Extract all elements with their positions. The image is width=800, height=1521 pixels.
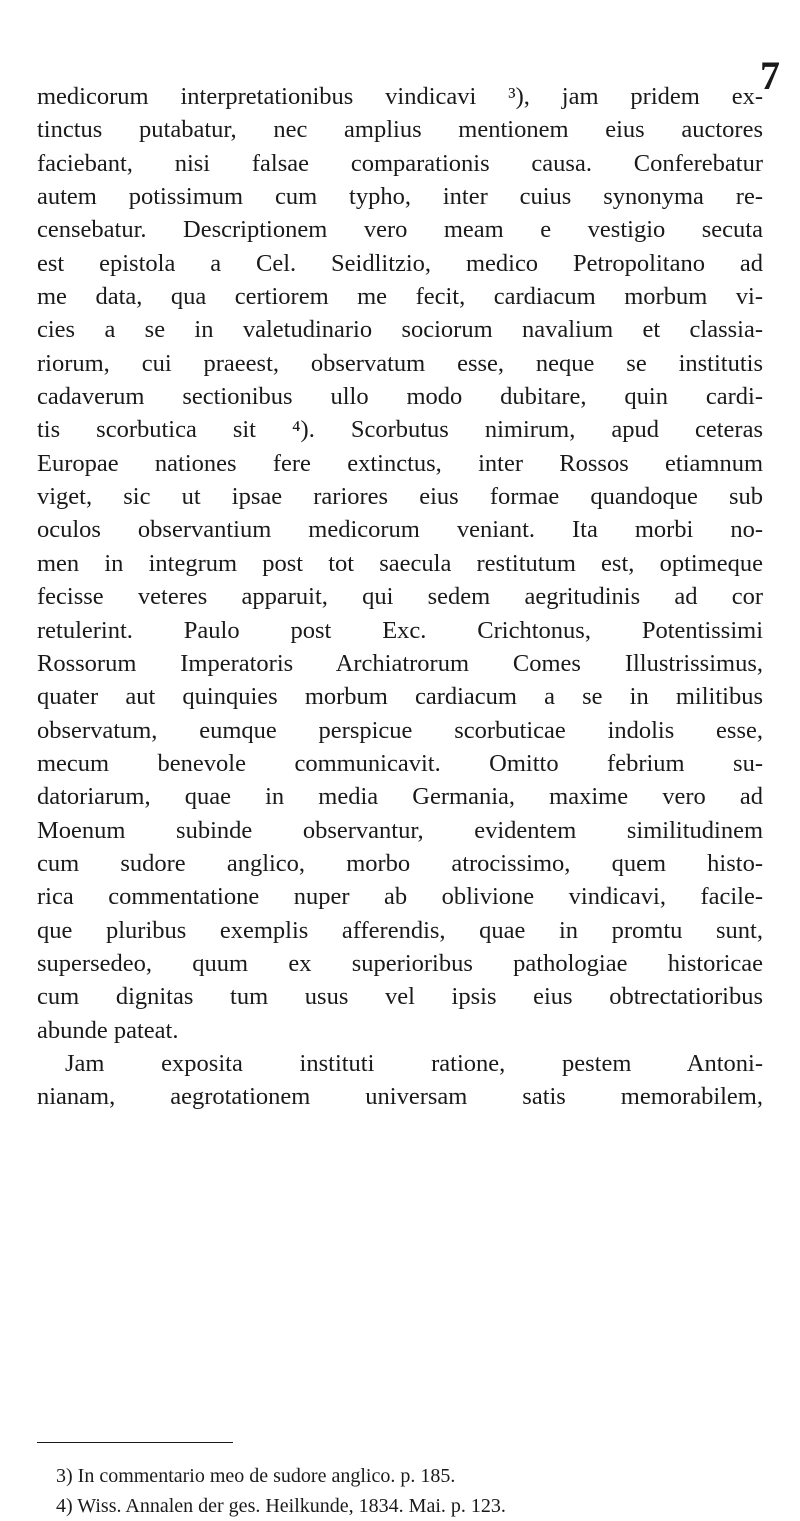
text-line: nianam, aegrotationem universam satis memorabilem,	[37, 1083, 763, 1111]
text-line: mecum benevole communicavit. Omitto febrium su-	[37, 749, 763, 777]
text-line: Europae nationes fere extinctus, inter Rossos etiamnum	[37, 449, 763, 477]
text-line: observatum, eumque perspicue scorbuticae indolis esse,	[37, 716, 763, 744]
footnote: 4) Wiss. Annalen der ges. Heilkunde, 1834. Mai. p. 123.	[56, 1495, 506, 1517]
text-line: me data, qua certiorem me fecit, cardiacum morbum vi-	[37, 283, 763, 311]
text-line: autem potissimum cum typho, inter cuius synonyma re-	[37, 183, 763, 211]
text-line: quater aut quinquies morbum cardiacum a se in militibus	[37, 683, 763, 711]
text-line: retulerint. Paulo post Exc. Crichtonus, Potentissimi	[37, 616, 763, 644]
text-line: datoriarum, quae in media Germania, maxime vero ad	[37, 783, 763, 811]
text-line: Jam exposita instituti ratione, pestem Antoni-	[65, 1049, 763, 1077]
text-line: rica commentatione nuper ab oblivione vindicavi, facile-	[37, 883, 763, 911]
text-line: censebatur. Descriptionem vero meam e vestigio secuta	[37, 216, 763, 244]
text-line: medicorum interpretationibus vindicavi ³), jam pridem ex-	[37, 83, 763, 110]
footnotes	[56, 1461, 756, 1521]
text-line: Moenum subinde observantur, evidentem similitudinem	[37, 816, 763, 844]
text-line: Rossorum Imperatoris Archiatrorum Comes Illustrissimus,	[37, 649, 763, 677]
text-line: cum sudore anglico, morbo atrocissimo, quem histo-	[37, 849, 763, 877]
text-line: supersedeo, quum ex superioribus pathologiae historicae	[37, 949, 763, 977]
body-text	[37, 80, 763, 1114]
footnote-divider	[37, 1442, 233, 1443]
text-line: est epistola a Cel. Seidlitzio, medico Petropolitano ad	[37, 249, 763, 277]
text-line: tis scorbutica sit ⁴). Scorbutus nimirum, apud ceteras	[37, 416, 763, 444]
text-line: tinctus putabatur, nec amplius mentionem eius auctores	[37, 116, 763, 144]
text-line: riorum, cui praeest, observatum esse, neque se institutis	[37, 349, 763, 377]
text-line: cies a se in valetudinario sociorum navalium et classia-	[37, 316, 763, 344]
text-line: faciebant, nisi falsae comparationis causa. Conferebatur	[37, 149, 763, 177]
text-line: cum dignitas tum usus vel ipsis eius obtrectatioribus	[37, 983, 763, 1011]
text-line: viget, sic ut ipsae rariores eius formae quandoque sub	[37, 483, 763, 511]
text-line: que pluribus exemplis afferendis, quae in promtu sunt,	[37, 916, 763, 944]
text-line: fecisse veteres apparuit, qui sedem aegritudinis ad cor	[37, 583, 763, 611]
footnote: 3) In commentario meo de sudore anglico. p. 185.	[56, 1465, 456, 1487]
text-line: oculos observantium medicorum veniant. Ita morbi no-	[37, 516, 763, 544]
text-line: cadaverum sectionibus ullo modo dubitare, quin cardi-	[37, 383, 763, 411]
text-line: men in integrum post tot saecula restitutum est, optimeque	[37, 549, 763, 577]
text-line: abunde pateat.	[37, 1016, 179, 1044]
page-number: 7	[760, 53, 780, 98]
